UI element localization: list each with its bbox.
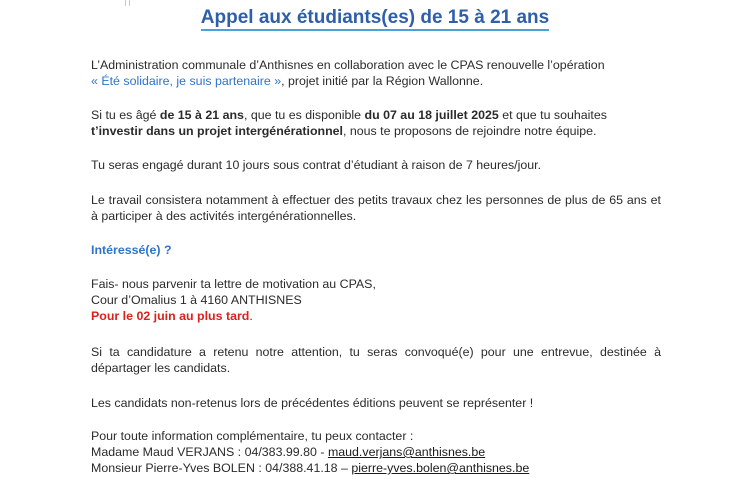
deadline: Pour le 02 juin au plus tard	[91, 309, 250, 323]
work-paragraph: Le travail consistera notamment à effectuer des petits travaux chez les personnes de plus de 65 ans et à participer à des activités intergénérationnelles.	[91, 193, 661, 223]
contract-paragraph: Tu seras engagé durant 10 jours sous contrat d’étudiant à raison de 7 heures/jour.	[91, 158, 542, 172]
conditions-paragraph: Si tu es âgé de 15 à 21 ans, que tu es disponible du 07 au 18 juillet 2025 et que tu souhaites t’investir dans un projet intergénérationnel, nous te proposons de rejoindre notre équipe.	[91, 108, 607, 138]
page-title: Appel aux étudiants(es) de 15 à 21 ans	[0, 7, 750, 29]
intro-paragraph: L’Administration communale d’Anthisnes en collaboration avec le CPAS renouvelle l’opération « Été solidaire, je suis partenaire », projet initié par la Région Wallonne.	[91, 58, 605, 88]
contact-paragraph: Pour toute information complémentaire, tu peux contacter : Madame Maud VERJANS : 04/383.99.80 - maud.verjans@anthisnes.be Monsieur Pierre-Yves BOLEN : 04/388.41.18 – pierre-yves.bolen@anthisnes.be	[91, 429, 530, 475]
email-link-maud[interactable]: maud.verjans@anthisnes.be	[327, 445, 486, 459]
previous-candidates-paragraph: Les candidats non-retenus lors de précédentes éditions peuvent se représenter !	[91, 396, 534, 410]
selection-paragraph: Si ta candidature a retenu notre attention, tu seras convoqué(e) pour une entrevue, destinée à départager les candidats.	[91, 345, 661, 375]
apply-paragraph: Fais- nous parvenir ta lettre de motivation au CPAS, Cour d’Omalius 1 à 4160 ANTHISNES Pour le 02 juin au plus tard.	[91, 277, 376, 323]
interested-heading: Intéressé(e) ?	[91, 243, 172, 257]
page-corner-mark	[125, 0, 130, 6]
email-link-pierre-yves[interactable]: pierre-yves.bolen@anthisnes.be	[351, 461, 530, 475]
operation-name: « Été solidaire, je suis partenaire »	[91, 74, 282, 88]
